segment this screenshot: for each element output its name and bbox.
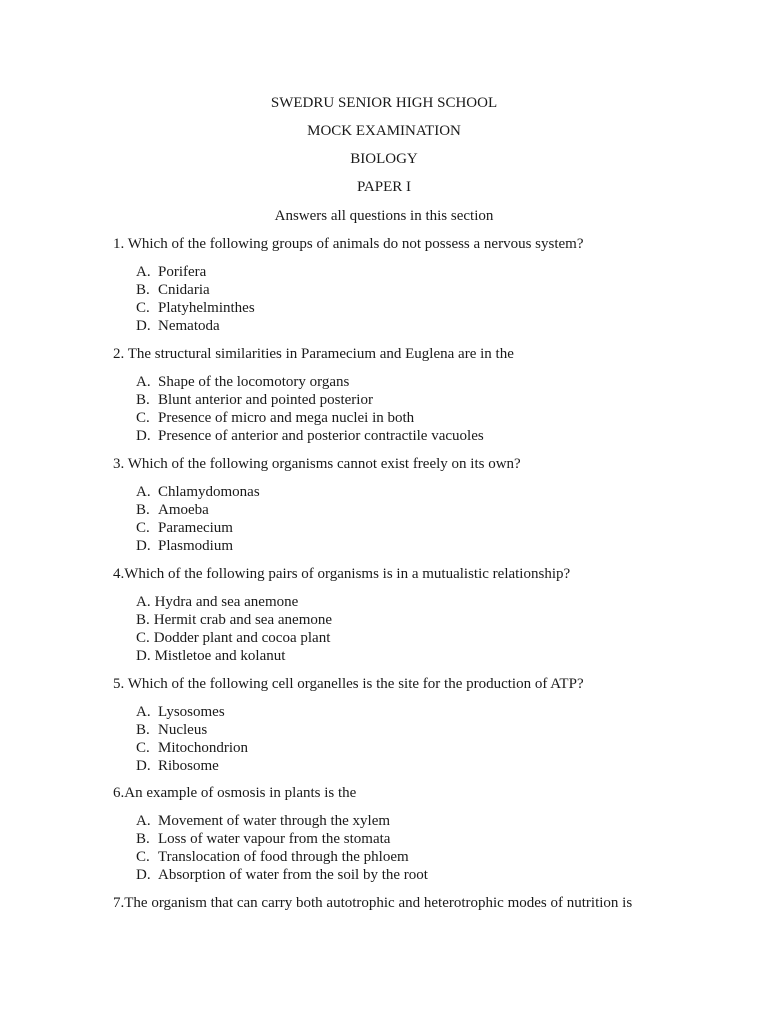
option-text: Translocation of food through the phloem [158,849,409,865]
option-letter: D. [136,428,151,444]
option-letter: C. [136,740,150,756]
option [136,519,260,537]
option-letter: B. [136,722,150,738]
option [136,629,332,647]
option [136,611,332,629]
option-text: Nucleus [158,722,208,738]
option-letter: B. [136,502,150,518]
option-text: Loss of water vapour from the stomata [158,831,391,847]
option-text: Plasmodium [158,538,234,554]
paper-title: PAPER I [356,179,412,195]
option [136,373,484,391]
option [136,483,260,501]
option [136,427,484,445]
option [136,866,428,884]
option-text: Lysosomes [158,704,225,720]
option-text: Hydra and sea anemone [154,594,299,610]
section-instruction: Answers all questions in this section [274,208,494,224]
option-text: Absorption of water from the soil by the root [158,867,428,883]
option [136,317,255,335]
exam-title: MOCK EXAMINATION [307,123,461,139]
question-5-text: 5. Which of the following cell organelles is the site for the production of ATP? [113,676,584,692]
option-text: Nematoda [158,318,220,334]
option [136,848,428,866]
option-letter: A. [136,594,151,610]
option-letter: C. [136,520,150,536]
question-2-options [136,373,484,445]
question-6-text: 6.An example of osmosis in plants is the [113,785,357,801]
option-text: Movement of water through the xylem [158,813,391,829]
option [136,830,428,848]
question-7-text: 7.The organism that can carry both autotrophic and heterotrophic modes of nutrition is [113,895,633,911]
school-name: SWEDRU SENIOR HIGH SCHOOL [270,95,498,111]
question-4-options [136,593,332,665]
option-letter: B. [136,612,150,628]
option-text: Mitochondrion [158,740,248,756]
option [136,703,248,721]
option-letter: A. [136,264,151,280]
option-letter: C. [136,410,150,426]
question-3-options [136,483,260,555]
option [136,593,332,611]
option-letter: B. [136,831,150,847]
question-1-options [136,263,255,335]
option [136,409,484,427]
option-text: Platyhelminthes [158,300,255,316]
option-text: Ribosome [158,758,219,774]
option-text: Blunt anterior and pointed posterior [158,392,373,408]
option-letter: A. [136,813,151,829]
subject-title: BIOLOGY [350,151,418,167]
option-text: Presence of anterior and posterior contractile vacuoles [158,428,484,444]
option-text: Chlamydomonas [158,484,260,500]
option-text: Mistletoe and kolanut [154,648,286,664]
option [136,647,332,665]
question-3-text: 3. Which of the following organisms cannot exist freely on its own? [113,456,521,472]
option-text: Hermit crab and sea anemone [153,612,333,628]
option-letter: C. [136,630,150,646]
option-letter: C. [136,849,150,865]
option [136,263,255,281]
option [136,757,248,775]
question-1-text: 1. Which of the following groups of animals do not possess a nervous system? [113,236,584,252]
option [136,391,484,409]
option [136,501,260,519]
option-text: Presence of micro and mega nuclei in both [158,410,415,426]
option [136,299,255,317]
option-letter: A. [136,484,151,500]
option-letter: D. [136,318,151,334]
option-letter: C. [136,300,150,316]
question-4-text: 4.Which of the following pairs of organisms is in a mutualistic relationship? [113,566,571,582]
option-text: Cnidaria [158,282,210,298]
option [136,281,255,299]
option-text: Shape of the locomotory organs [158,374,350,390]
option-letter: D. [136,648,151,664]
option-letter: B. [136,282,150,298]
question-6-options [136,812,428,884]
option-text: Porifera [158,264,207,280]
question-2-text: 2. The structural similarities in Paramecium and Euglena are in the [113,346,514,362]
option-letter: A. [136,704,151,720]
option [136,739,248,757]
option-text: Paramecium [158,520,233,536]
option-letter: A. [136,374,151,390]
question-5-options [136,703,248,775]
option [136,812,428,830]
option-letter: D. [136,867,151,883]
option-letter: B. [136,392,150,408]
option [136,537,260,555]
option-text: Dodder plant and cocoa plant [153,630,331,646]
option-letter: D. [136,538,151,554]
option-letter: D. [136,758,151,774]
option-text: Amoeba [158,502,209,518]
option [136,721,248,739]
